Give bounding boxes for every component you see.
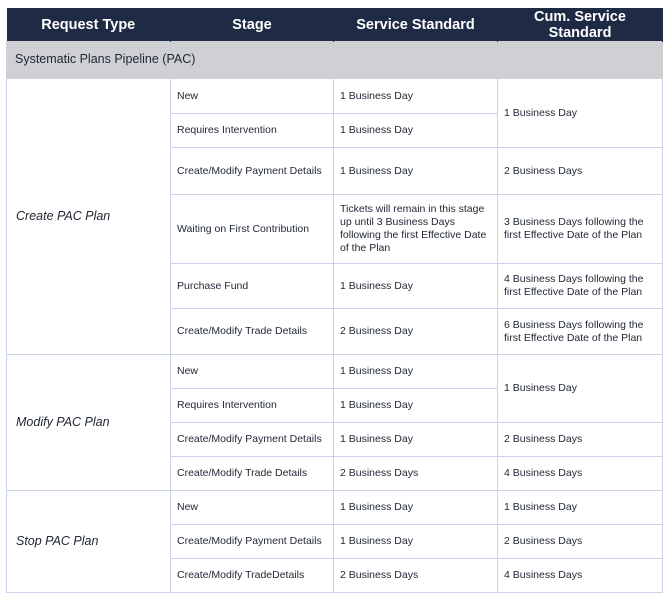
stage-cell: Create/Modify Payment Details [171,525,334,559]
service-standard-cell: 1 Business Day [334,389,498,423]
stage-cell: Waiting on First Contribution [171,195,334,264]
service-standard-cell: 1 Business Day [334,114,498,148]
cum-service-standard-cell: 4 Business Days [498,457,663,491]
stage-cell: New [171,491,334,525]
stage-cell: Requires Intervention [171,389,334,423]
service-standard-cell: 1 Business Day [334,525,498,559]
request-type-cell: Create PAC Plan [7,79,171,355]
service-standards-table [6,8,663,593]
cum-service-standard-cell: 4 Business Days [498,559,663,593]
stage-cell: Create/Modify Trade Details [171,457,334,491]
cum-service-standard-cell: 6 Business Days following the first Effective Date of the Plan [498,309,663,355]
service-standard-cell: 1 Business Day [334,148,498,195]
section-title: Systematic Plans Pipeline (PAC) [7,42,663,79]
stage-cell: New [171,355,334,389]
stage-cell: Requires Intervention [171,114,334,148]
header-cum-service-standard: Cum. Service Standard [498,8,663,42]
cum-service-standard-cell: 2 Business Days [498,423,663,457]
stage-cell: Create/Modify Payment Details [171,148,334,195]
table-row [7,79,663,114]
header-stage: Stage [171,8,334,42]
stage-cell: Create/Modify TradeDetails [171,559,334,593]
request-type-cell: Modify PAC Plan [7,355,171,491]
request-type-cell: Stop PAC Plan [7,491,171,593]
service-standards-table-container [6,8,662,593]
header-request-type: Request Type [7,8,171,42]
service-standard-cell: 2 Business Days [334,559,498,593]
table-row [7,491,663,525]
cum-service-standard-cell: 2 Business Days [498,148,663,195]
header-row [7,8,663,42]
cum-service-standard-cell: 1 Business Day [498,491,663,525]
service-standard-cell: 2 Business Day [334,309,498,355]
table-header [7,8,663,42]
stage-cell: Purchase Fund [171,264,334,309]
service-standard-cell: 1 Business Day [334,79,498,114]
cum-service-standard-cell: 1 Business Day [498,79,663,148]
service-standard-cell: 1 Business Day [334,423,498,457]
service-standard-cell: Tickets will remain in this stage up until 3 Business Days following the first Effective Date of the Plan [334,195,498,264]
cum-service-standard-cell: 3 Business Days following the first Effective Date of the Plan [498,195,663,264]
cum-service-standard-cell: 2 Business Days [498,525,663,559]
stage-cell: Create/Modify Trade Details [171,309,334,355]
stage-cell: Create/Modify Payment Details [171,423,334,457]
table-body [7,42,663,593]
table-row [7,355,663,389]
section-row [7,42,663,79]
service-standard-cell: 1 Business Day [334,355,498,389]
header-service-standard: Service Standard [334,8,498,42]
service-standard-cell: 1 Business Day [334,264,498,309]
cum-service-standard-cell: 1 Business Day [498,355,663,423]
stage-cell: New [171,79,334,114]
service-standard-cell: 2 Business Days [334,457,498,491]
cum-service-standard-cell: 4 Business Days following the first Effective Date of the Plan [498,264,663,309]
service-standard-cell: 1 Business Day [334,491,498,525]
